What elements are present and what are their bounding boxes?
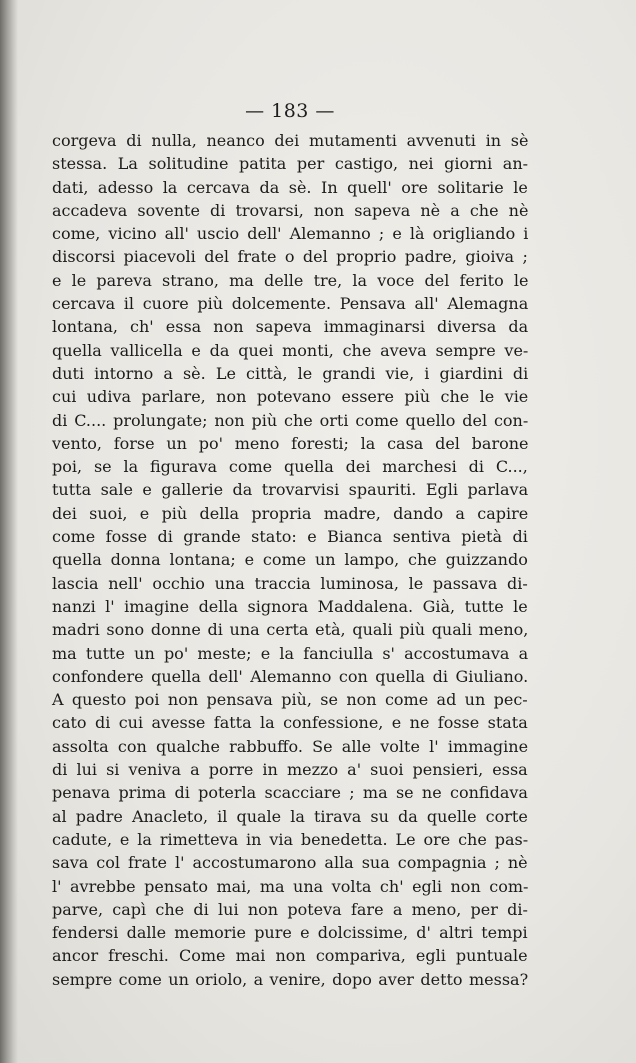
text-line: sempre come un oriolo, a venire, dopo aver detto messa? — [52, 969, 529, 989]
text-line: poi, se la figurava come quella dei marchesi di C..., — [52, 457, 528, 477]
text-line: A questo poi non pensava più, se non come ad un pec- — [52, 690, 528, 710]
text-line: al padre Anacleto, il quale la tirava su da quelle corte — [52, 806, 528, 826]
text-line: cui udiva parlare, non potevano essere più che le vie — [52, 387, 529, 407]
text-line: duti intorno a sè. Le città, le grandi vie, i giardini di — [52, 363, 529, 383]
text-line: di lui si veniva a porre in mezzo a' suoi pensieri, essa — [52, 760, 528, 780]
text-line: accadeva sovente di trovarsi, non sapeva nè a che nè — [52, 200, 529, 220]
text-line: penava prima di poterla scacciare ; ma se ne confidava — [52, 783, 528, 803]
text-line: e le pareva strano, ma delle tre, la voce del ferito le — [52, 270, 529, 290]
text-line: corgeva di nulla, neanco dei mutamenti avvenuti in sè — [52, 131, 529, 150]
text-line: madri sono donne di una certa età, quali più quali meno, — [52, 620, 529, 640]
text-line: l' avrebbe pensato mai, ma una volta ch' egli non com- — [52, 876, 529, 896]
book-spine-shadow — [0, 0, 18, 1063]
text-line: dati, adesso la cercava da sè. In quell' ore solitarie le — [52, 177, 528, 197]
text-line: cadute, e la rimetteva in via benedetta. Le ore che pas- — [52, 829, 529, 849]
text-line: dei suoi, e più della propria madre, dando a capire — [52, 503, 529, 523]
text-line: ancor freschi. Come mai non compariva, egli puntuale — [52, 946, 528, 966]
text-line: parve, capì che di lui non poteva fare a meno, per di- — [52, 899, 528, 919]
page-number: — 183 — — [245, 100, 335, 122]
text-line: fendersi dalle memorie pure e dolcissime, d' altri tempi — [52, 923, 528, 943]
text-line: sava col frate l' accostumarono alla sua compagnia ; nè — [52, 853, 528, 873]
body-text — [52, 129, 528, 991]
text-line: lascia nell' occhio una traccia luminosa, le passava di- — [52, 573, 528, 593]
text-line: di C.... prolungate; non più che orti come quello del con- — [52, 410, 529, 430]
text-line: come fosse di grande stato: e Bianca sentiva pietà di — [52, 527, 528, 547]
text-line: confondere quella dell' Alemanno con quella di Giuliano. — [52, 666, 529, 686]
text-line: quella vallicella e da quei monti, che aveva sempre ve- — [52, 340, 529, 360]
text-line: cato di cui avesse fatta la confessione, e ne fosse stata — [52, 713, 528, 733]
text-line: vento, forse un po' meno foresti; la casa del barone — [52, 433, 529, 453]
text-line: ma tutte un po' meste; e la fanciulla s' accostumava a — [52, 643, 529, 663]
text-line: discorsi piacevoli del frate o del proprio padre, gioiva ; — [52, 247, 528, 267]
text-line: nanzi l' imagine della signora Maddalena. Già, tutte le — [52, 596, 528, 616]
text-line: lontana, ch' essa non sapeva immaginarsi diversa da — [52, 317, 529, 337]
text-line: stessa. La solitudine patita per castigo, nei giorni an- — [52, 154, 529, 174]
text-line: tutta sale e gallerie da trovarvisi spauriti. Egli parlava — [52, 480, 529, 500]
text-line: come, vicino all' uscio dell' Alemanno ; e là origliando i — [52, 224, 529, 244]
text-line: cercava il cuore più dolcemente. Pensava all' Alemagna — [52, 294, 529, 314]
text-line: assolta con qualche rabbuffo. Se alle volte l' immagine — [52, 736, 529, 756]
text-line: quella donna lontana; e come un lampo, che guizzando — [52, 550, 528, 570]
